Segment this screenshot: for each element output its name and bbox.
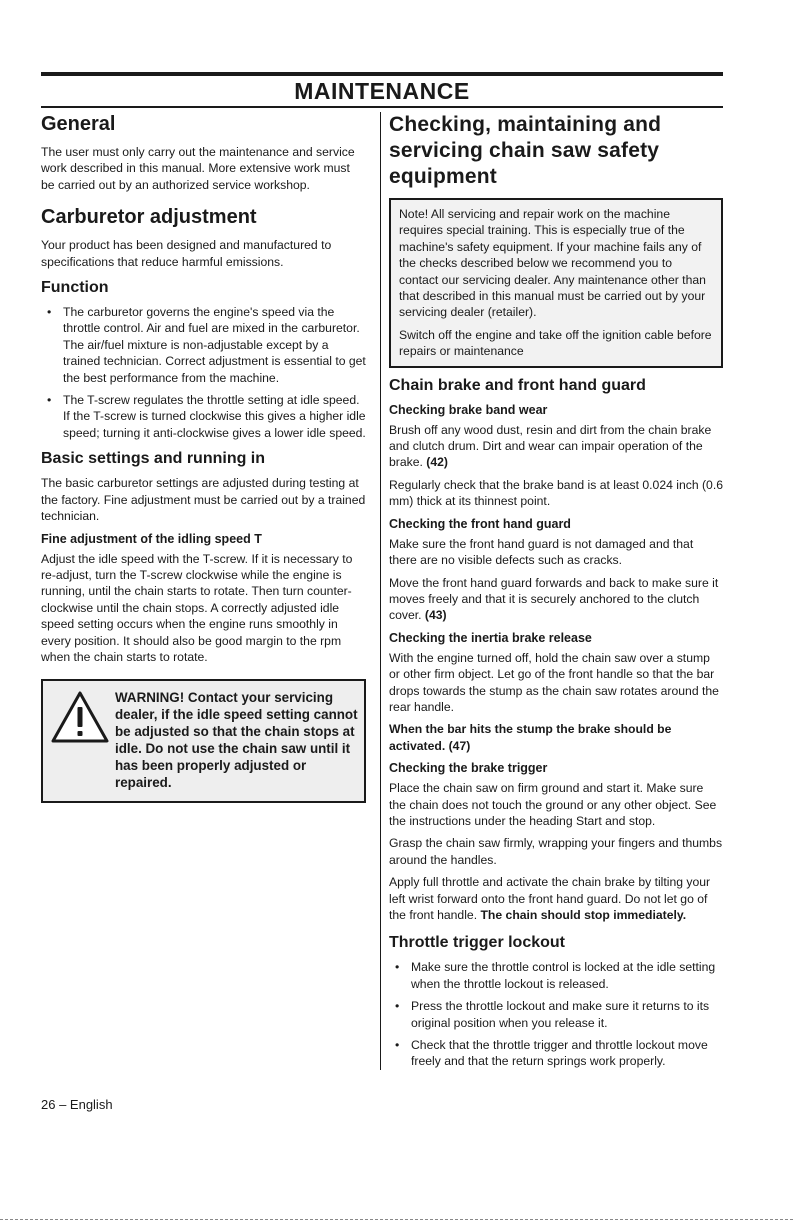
warning-triangle-icon [49,689,111,745]
header-bottom-rule [41,106,723,108]
bullet-icon: • [395,960,400,975]
carburetor-heading: Carburetor adjustment [41,206,257,229]
list-item: • Press the throttle lockout and make sure it returns to its original position when you release it. [395,999,710,1030]
brake-band-heading: Checking brake band wear [389,402,548,417]
front-guard-heading: Checking the front hand guard [389,516,571,531]
header-top-rule [41,72,723,76]
throttle-heading: Throttle trigger lockout [389,934,565,952]
bullet-icon: • [395,999,400,1014]
brake-band-text-2: Regularly check that the brake band is at least 0.024 inch (0.6 mm) thick at its thinnest point. [389,477,724,509]
brake-trigger-heading: Checking the brake trigger [389,761,548,776]
right-column [389,112,723,1076]
front-guard-text-2: Move the front hand guard forwards and back to make sure it moves freely and that it is securely anchored to the clutch cover. (43) [389,575,719,623]
inertia-bold-text: When the bar hits the stump the brake should be activated. (47) [389,722,672,753]
bullet-icon: • [47,393,52,408]
inertia-heading: Checking the inertia brake release [389,630,592,645]
brake-trigger-text-2: Grasp the chain saw firmly, wrapping your fingers and thumbs around the handles. [389,836,723,867]
warning-text: WARNING! Contact your servicing dealer, if the idle speed setting cannot be adjusted so that the chain stops at idle. Do not use the chain saw until it has been properly adjusted or repaired. [115,690,358,791]
carburetor-text: Your product has been designed and manufactured to specifications that reduce harmful emissions. [41,238,332,269]
page-footer: 26 – English [41,1097,113,1112]
front-guard-text: Make sure the front hand guard is not damaged and that there are no visible defects such as cracks. [389,536,694,568]
list-item: • Make sure the throttle control is locked at the idle setting when the throttle lockout is released. [395,960,716,991]
basic-settings-text: The basic carburetor settings are adjusted during testing at the factory. Fine adjustment must be carried out by a trained technician. [41,476,366,524]
note-box [389,198,723,368]
brake-trigger-text-3: Apply full throttle and activate the chain brake by tilting your left wrist forward onto the front hand guard. Do not let go of the front handle. The chain should stop immediately. [389,875,711,922]
page-title: MAINTENANCE [294,78,470,104]
fine-adjustment-heading: Fine adjustment of the idling speed T [41,531,262,546]
general-heading: General [41,113,116,135]
list-item: • The T-screw regulates the throttle setting at idle speed. If the T-screw is turned clockwise this gives a higher idle speed; turning it anti-clockwise gives a lower idle speed. [47,393,366,440]
function-heading: Function [41,279,109,297]
fine-adjustment-text: Adjust the idle speed with the T-screw. If it is necessary to re-adjust, turn the T-screw clockwise while the engine is running, until the chain starts to rotate. Then turn counter-clockwise until the chain stops. A correctly adjusted idle speed setting occurs when the engine runs smoothly in every position. It should also be good margin to the rpm when the chain starts to rotate. [41,551,353,664]
checking-heading: Checking, maintaining and servicing chain saw safety equipment [389,113,662,188]
column-divider [380,112,381,1070]
note-text-2: Switch off the engine and take off the ignition cable before repairs or maintenance [399,327,712,359]
inertia-text: With the engine turned off, hold the chain saw over a stump or other firm object. Let go of the front handle so that the bar drops towards the stump as the chain saw rotates around the rear handle. [389,650,719,714]
general-text: The user must only carry out the maintenance and service work described in this manual. More extensive work must be carried out by an authorized service workshop. [41,145,355,192]
brake-band-text: Brush off any wood dust, resin and dirt from the chain brake and clutch drum. Dirt and wear can impair operation of the brake. (42) [389,422,712,470]
left-column [41,112,366,803]
list-item: • The carburetor governs the engine's speed via the throttle control. Air and fuel are mixed in the carburetor. The air/fuel mixture is non-adjustable except by a trained technician. Correct adjustment is essential to get the best performance from the machine. [47,305,366,385]
brake-trigger-bold: The chain should stop immediately. [480,908,687,922]
throttle-list [389,959,723,1069]
warning-box [41,679,366,803]
bottom-rule [0,1219,793,1221]
basic-settings-heading: Basic settings and running in [41,450,266,468]
brake-trigger-text: Place the chain saw on firm ground and start it. Make sure the chain does not touch the ground or any other object. See the instructions under the heading Start and stop. [389,781,717,828]
bullet-icon: • [47,305,52,320]
note-text: Note! All servicing and repair work on the machine requires special training. This is especially true of the machine's safety equipment. If your machine fails any of the checks described below we recommend you to contact our servicing dealer. Any maintenance other than that described in this manual must be carried out by your servicing dealer (retailer). [399,207,706,320]
function-list [41,304,366,441]
figure-ref: (42) [426,455,448,470]
figure-ref: (43) [424,608,447,623]
list-item: • Check that the throttle trigger and throttle lockout move freely and that the return springs work properly. [395,1038,708,1069]
chain-brake-heading: Chain brake and front hand guard [389,376,646,394]
bullet-icon: • [395,1038,400,1053]
